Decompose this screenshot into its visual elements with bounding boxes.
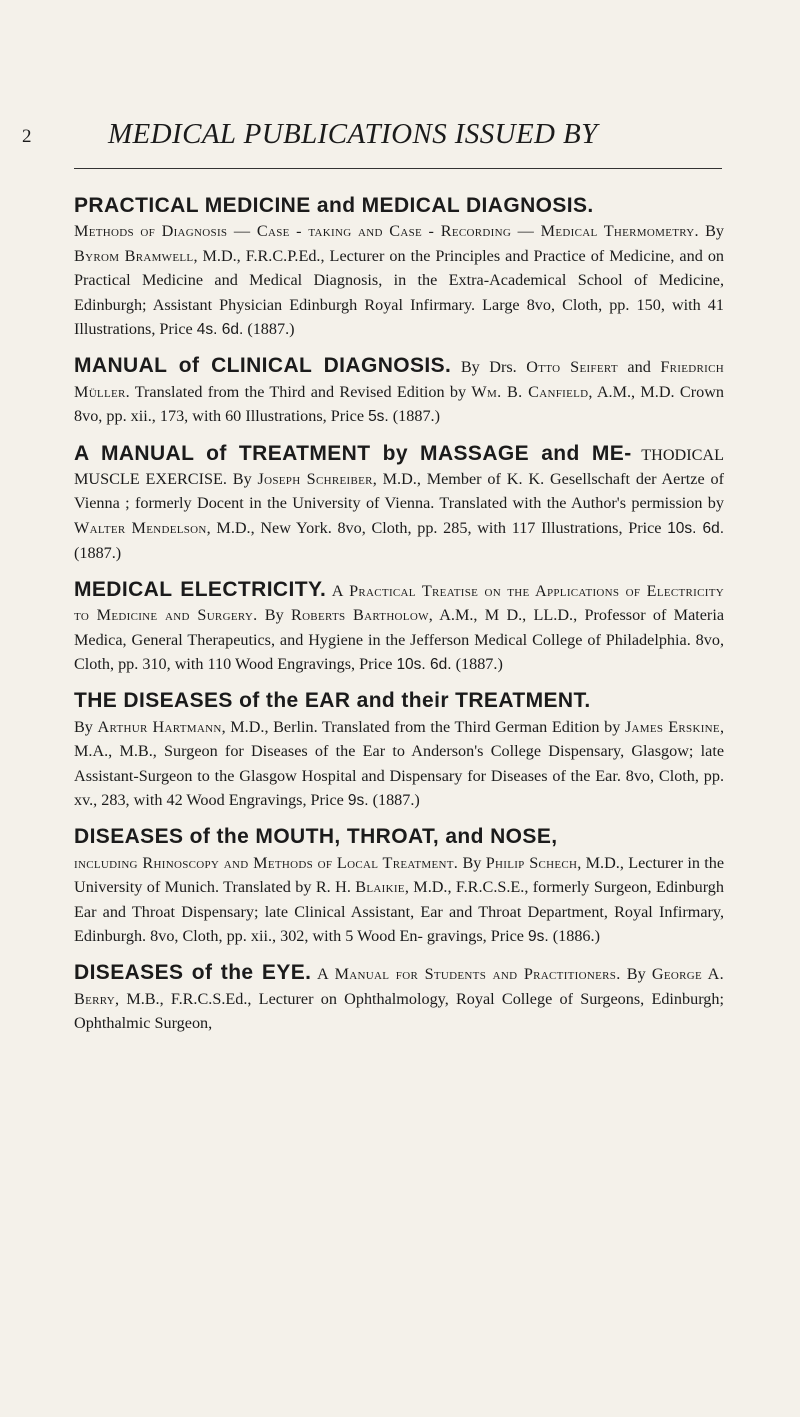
- running-head: [22, 118, 722, 166]
- entry-price: 10s. 6d.: [667, 519, 725, 537]
- entry-text: By Drs.: [451, 358, 527, 377]
- entry-year: (1887.): [388, 407, 440, 426]
- entry-text: By: [458, 853, 486, 872]
- entry-year: (1887.): [74, 544, 122, 563]
- entry-text: , M.D., Lecturer in the University of Munich. Translated by R. H.: [74, 853, 725, 897]
- entry-text: and: [617, 358, 661, 377]
- entry-translator: Walter Mendelson: [74, 518, 207, 537]
- entry-price: 5s.: [368, 408, 389, 426]
- entry-text: . Translated from the Third and Revised Edition by: [125, 382, 472, 401]
- entry-author: Otto Seifert: [526, 358, 618, 377]
- entry-translator: Wm. B. Canfield: [471, 382, 589, 401]
- entry-title: A MANUAL of TREATMENT by MASSAGE and ME-: [74, 441, 632, 465]
- entry-title: MEDICAL ELECTRICITY.: [74, 577, 327, 601]
- publication-entry: [74, 689, 724, 813]
- entry-price: 9s.: [528, 927, 549, 945]
- entry-title: THE DISEASES of the EAR and their TREATMENT.: [74, 689, 591, 713]
- entry-author: Philip Schech: [485, 853, 578, 872]
- entry-price: 4s. 6d.: [196, 321, 244, 339]
- publication-entry: [74, 194, 724, 342]
- entry-title: DISEASES of the EYE.: [74, 961, 312, 985]
- running-title: MEDICAL PUBLICATIONS ISSUED BY: [108, 118, 598, 150]
- entry-text: By: [620, 965, 652, 984]
- entry-subtitle: including Rhinoscopy and Methods of Local Treatment.: [74, 853, 459, 872]
- entry-author: Joseph Schreiber: [257, 470, 373, 489]
- page-number: 2: [22, 126, 32, 147]
- publication-list: [74, 194, 724, 1048]
- entry-price: 10s. 6d.: [396, 655, 452, 673]
- entry-year: (1886.): [548, 926, 600, 945]
- entry-author: Roberts Bartholow: [290, 606, 429, 625]
- entry-text: , M.B., F.R.C.S.Ed., Lecturer on Ophthalmology, Royal College of Surgeons, Edinburgh; Ophthalmic Surgeon,: [74, 989, 724, 1033]
- header-rule: [74, 168, 722, 169]
- entry-title: PRACTICAL MEDICINE and MEDICAL DIAGNOSIS.: [74, 194, 594, 217]
- publication-entry: [74, 825, 724, 949]
- publication-entry: [74, 578, 724, 678]
- entry-translator: Blaikie: [355, 878, 405, 897]
- entry-author: Byrom Bramwell: [74, 246, 194, 265]
- entry-subtitle: A Manual for Students and Practitioners.: [311, 965, 621, 984]
- entry-text: , M.D., New York. 8vo, Cloth, pp. 285, with 117 Illustrations, Price: [206, 518, 668, 537]
- entry-title: MANUAL of CLINICAL DIAGNOSIS.: [74, 354, 452, 378]
- entry-year: (1887.): [368, 790, 420, 809]
- publication-entry: [74, 961, 724, 1035]
- entry-text: , M.A., M.B., Surgeon for Diseases of the Ear to Anderson's College Dispensary, Glasgow; late Assistant-Surgeon to the Glasgow Hospital and Dispensary for Diseases of the Ear. 8vo, Cloth, pp. xv., 283, with 42 Wood Engravings, Price: [74, 717, 724, 809]
- entry-text: , M.D., Member of K. K. Gesellschaft der Aertze of Vienna ; formerly Docent in the University of Vienna. Translated with the Author's permission by: [74, 470, 724, 513]
- entry-text: By: [74, 717, 98, 736]
- entry-text: , M.D., F.R.C.S.E., formerly Surgeon, Edinburgh Ear and Throat Dispensary; late Clinical Assistant, Ear and Throat Department, Royal Infirmary, Edinburgh. 8vo, Cloth, pp. xii., 302, with 5 Wood En- gravings, Price: [74, 878, 724, 945]
- entry-subtitle: Methods of Diagnosis — Case - taking and Case - Recording — Medical Thermometry.: [74, 222, 699, 241]
- entry-author: George A. Berry: [74, 965, 724, 1008]
- entry-text: , M.D., Berlin. Translated from the Third German Edition by: [221, 717, 625, 736]
- entry-text: , M.D., F.R.C.P.Ed., Lecturer on the Principles and Practice of Medicine, and on Practical Medicine and Medical Diagnosis, in the Extra-Academical School of Medicine, Edinburgh; Assistant Physician Edinburgh Royal Infirmary. Large 8vo, Cloth, pp. 150, with 41 Illustrations, Price: [74, 246, 725, 339]
- publication-entry: [74, 354, 724, 429]
- entry-text: By: [698, 222, 724, 241]
- entry-text: By: [257, 606, 291, 625]
- entry-price: 9s.: [347, 791, 369, 809]
- entry-author: Friedrich Müller: [74, 358, 724, 401]
- entry-year: (1887.): [451, 654, 503, 673]
- entry-author: Arthur Hartmann: [97, 717, 222, 736]
- entry-text: THODICAL MUSCLE EXERCISE. By: [74, 445, 724, 489]
- entry-year: (1887.): [243, 320, 295, 339]
- entry-title: DISEASES of the MOUTH, THROAT, and NOSE,: [74, 825, 558, 849]
- entry-subtitle: A Practical Treatise on the Applications of Electricity to Medicine and Surgery.: [74, 581, 724, 625]
- entry-translator: James Erskine: [624, 717, 720, 736]
- entry-text: , A.M., M.D. Crown 8vo, pp. xii., 173, with 60 Illustrations, Price: [74, 382, 724, 426]
- publication-entry: [74, 442, 724, 566]
- entry-text: , A.M., M D., LL.D., Professor of Materia Medica, General Therapeutics, and Hygiene in the Jefferson Medical College of Philadelphia. 8vo, Cloth, pp. 310, with 110 Wood Engravings, Price: [74, 606, 725, 673]
